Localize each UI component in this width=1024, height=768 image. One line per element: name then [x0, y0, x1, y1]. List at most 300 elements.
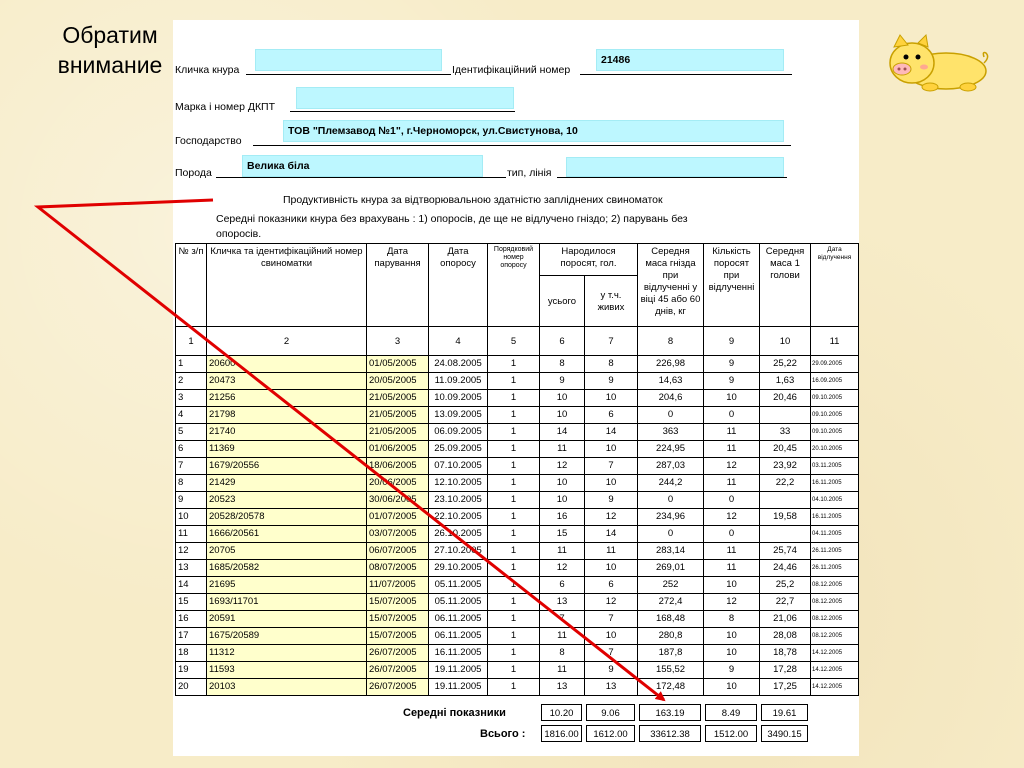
table-cell: 10.09.2005	[429, 390, 488, 407]
table-cell: 15	[176, 594, 207, 611]
table-cell: 1679/20556	[207, 458, 367, 475]
table-cell: 22.10.2005	[429, 509, 488, 526]
table-cell: 18,78	[760, 645, 811, 662]
table-row	[176, 373, 859, 390]
table-cell: 11593	[207, 662, 367, 679]
table-cell: 11.09.2005	[429, 373, 488, 390]
id-underline	[580, 74, 792, 75]
table-cell: 12	[704, 458, 760, 475]
table-cell: 8	[585, 356, 638, 373]
summary-block	[175, 703, 858, 749]
table-cell: 14	[585, 424, 638, 441]
table-cell: 0	[704, 492, 760, 509]
table-cell: 7	[585, 645, 638, 662]
table-cell: 15/07/2005	[367, 611, 429, 628]
header-litter-mass: Середня маса гнізда при відлученні у віці 45 або 60 днів, кг	[638, 244, 704, 327]
table-cell: 204,6	[638, 390, 704, 407]
table-cell: 12	[540, 458, 585, 475]
table-cell: 1	[488, 373, 540, 390]
table-cell: 20528/20578	[207, 509, 367, 526]
table-cell: 1	[488, 424, 540, 441]
table-cell: 15	[540, 526, 585, 543]
breed-underline	[216, 177, 506, 178]
column-number: 10	[760, 327, 811, 356]
table-cell: 1	[488, 458, 540, 475]
table-cell: 9	[585, 662, 638, 679]
table-cell: 244,2	[638, 475, 704, 492]
note-line1: Обратим	[62, 22, 158, 48]
column-number: 7	[585, 327, 638, 356]
table-cell: 1	[488, 543, 540, 560]
table-cell: 7	[585, 611, 638, 628]
table-cell: 09.10.2005	[811, 424, 859, 441]
type-field[interactable]	[566, 157, 784, 177]
table-cell: 9	[704, 356, 760, 373]
table-cell: 1	[488, 594, 540, 611]
table-cell: 1675/20589	[207, 628, 367, 645]
table-cell: 08.12.2005	[811, 594, 859, 611]
table-cell: 10	[585, 628, 638, 645]
table-cell: 11	[540, 441, 585, 458]
table-cell: 234,96	[638, 509, 704, 526]
table-cell: 10	[704, 577, 760, 594]
table-row	[176, 424, 859, 441]
table-cell: 21/05/2005	[367, 424, 429, 441]
table-cell: 19.11.2005	[429, 679, 488, 696]
table-cell: 1	[488, 475, 540, 492]
table-cell: 1	[488, 441, 540, 458]
table-cell	[760, 492, 811, 509]
table-cell: 1	[488, 356, 540, 373]
farm-label: Господарство	[175, 135, 242, 147]
table-cell: 20,46	[760, 390, 811, 407]
table-cell: 25.09.2005	[429, 441, 488, 458]
table-cell	[760, 407, 811, 424]
table-cell: 20591	[207, 611, 367, 628]
table-cell: 07.10.2005	[429, 458, 488, 475]
summary-value: 1816.00	[541, 725, 582, 742]
table-cell: 18/06/2005	[367, 458, 429, 475]
header-born-piglets: Народилося поросят, гол.	[540, 244, 638, 276]
table-cell: 24.08.2005	[429, 356, 488, 373]
table-cell: 20.10.2005	[811, 441, 859, 458]
table-cell: 01/07/2005	[367, 509, 429, 526]
table-cell: 0	[638, 407, 704, 424]
table-cell: 25,22	[760, 356, 811, 373]
table-cell: 7	[585, 458, 638, 475]
boar-label: Кличка кнура	[175, 64, 240, 76]
table-cell: 8	[176, 475, 207, 492]
table-cell: 11	[704, 560, 760, 577]
table-cell: 7	[540, 611, 585, 628]
table-cell: 11	[704, 441, 760, 458]
table-cell: 28,08	[760, 628, 811, 645]
header-mating-date: Дата парування	[367, 244, 429, 327]
type-label: тип, лінія	[507, 167, 552, 179]
table-row	[176, 543, 859, 560]
table-cell: 14	[176, 577, 207, 594]
table-cell: 17,28	[760, 662, 811, 679]
brand-label: Марка і номер ДКПТ	[175, 101, 276, 113]
table-cell: 13	[540, 679, 585, 696]
table-cell: 1666/20561	[207, 526, 367, 543]
table-row	[176, 492, 859, 509]
table-cell: 172,48	[638, 679, 704, 696]
table-row	[176, 645, 859, 662]
table-row	[176, 509, 859, 526]
table-cell: 21695	[207, 577, 367, 594]
table-cell: 22,7	[760, 594, 811, 611]
table-cell: 8	[540, 356, 585, 373]
table-cell: 168,48	[638, 611, 704, 628]
table-cell: 10	[585, 475, 638, 492]
table-row	[176, 611, 859, 628]
table-cell: 16	[176, 611, 207, 628]
table-cell: 06.11.2005	[429, 628, 488, 645]
summary-value: 8.49	[705, 704, 757, 721]
table-cell: 21798	[207, 407, 367, 424]
table-cell: 11312	[207, 645, 367, 662]
table-cell: 21740	[207, 424, 367, 441]
table-cell: 12	[704, 594, 760, 611]
table-cell: 0	[638, 526, 704, 543]
table-cell: 1	[488, 390, 540, 407]
table-cell: 8	[704, 611, 760, 628]
table-cell: 11	[704, 424, 760, 441]
table-cell: 11	[176, 526, 207, 543]
table-cell: 04.10.2005	[811, 492, 859, 509]
table-cell: 19.11.2005	[429, 662, 488, 679]
table-cell: 1	[488, 526, 540, 543]
table-cell: 1	[488, 662, 540, 679]
table-cell: 21,06	[760, 611, 811, 628]
table-cell: 224,95	[638, 441, 704, 458]
table-cell: 18	[176, 645, 207, 662]
table-cell: 14	[585, 526, 638, 543]
table-cell: 20/05/2005	[367, 373, 429, 390]
table-cell: 6	[585, 577, 638, 594]
header-avg-mass: Середня маса 1 голови	[760, 244, 811, 327]
table-cell: 27.10.2005	[429, 543, 488, 560]
header-no: № з/п	[176, 244, 207, 327]
table-row	[176, 475, 859, 492]
table-cell: 11	[704, 475, 760, 492]
table-cell	[760, 526, 811, 543]
header-weaning-date: Дата відлучення	[811, 244, 859, 327]
table-cell: 3	[176, 390, 207, 407]
summary-value: 10.20	[541, 704, 582, 721]
sow-productivity-table	[175, 243, 859, 696]
table-cell: 10	[704, 390, 760, 407]
table-cell: 10	[704, 628, 760, 645]
summary-value: 163.19	[639, 704, 701, 721]
table-cell: 1	[488, 407, 540, 424]
table-cell: 20/06/2005	[367, 475, 429, 492]
column-number: 6	[540, 327, 585, 356]
table-cell: 14	[540, 424, 585, 441]
table-cell: 20473	[207, 373, 367, 390]
table-cell: 187,8	[638, 645, 704, 662]
table-cell: 11/07/2005	[367, 577, 429, 594]
table-cell: 1	[176, 356, 207, 373]
table-cell: 14.12.2005	[811, 645, 859, 662]
table-cell: 13	[176, 560, 207, 577]
table-cell: 16.11.2005	[811, 509, 859, 526]
table-cell: 12.10.2005	[429, 475, 488, 492]
table-cell: 03.11.2005	[811, 458, 859, 475]
table-cell: 20103	[207, 679, 367, 696]
table-cell: 1	[488, 679, 540, 696]
table-row	[176, 458, 859, 475]
table-cell: 12	[704, 509, 760, 526]
table-cell: 9	[176, 492, 207, 509]
table-cell: 08.12.2005	[811, 611, 859, 628]
table-cell: 272,4	[638, 594, 704, 611]
table-cell: 26.11.2005	[811, 560, 859, 577]
total-label: Всього :	[480, 728, 526, 740]
table-cell: 29.10.2005	[429, 560, 488, 577]
breed-label: Порода	[175, 167, 212, 179]
report-subtitle-line1: Середні показники кнура без врахувань : 1) опоросів, де ще не відлучено гніздо; 2) парувань без	[216, 213, 688, 225]
breed-field[interactable]: Велика біла	[242, 155, 483, 177]
table-cell: 12	[585, 509, 638, 526]
table-cell: 11	[540, 543, 585, 560]
header-sow-name: Кличка та ідентифікаційний номер свиноматки	[207, 244, 367, 327]
table-cell: 12	[540, 560, 585, 577]
table-cell: 06/07/2005	[367, 543, 429, 560]
table-cell: 1	[488, 560, 540, 577]
table-row	[176, 390, 859, 407]
table-cell: 04.11.2005	[811, 526, 859, 543]
table-cell: 08.12.2005	[811, 577, 859, 594]
column-number: 9	[704, 327, 760, 356]
table-cell: 1	[488, 628, 540, 645]
table-cell: 1	[488, 492, 540, 509]
table-cell: 10	[540, 390, 585, 407]
table-row	[176, 441, 859, 458]
table-row	[176, 526, 859, 543]
boar-field[interactable]	[255, 49, 442, 71]
table-cell: 10	[540, 492, 585, 509]
column-number: 3	[367, 327, 429, 356]
table-row	[176, 356, 859, 373]
table-cell: 0	[704, 407, 760, 424]
report-subtitle-line2: опоросів.	[216, 228, 262, 240]
table-cell: 29.09.2005	[811, 356, 859, 373]
table-cell: 155,52	[638, 662, 704, 679]
table-cell: 12	[176, 543, 207, 560]
table-cell: 283,14	[638, 543, 704, 560]
table-row	[176, 662, 859, 679]
header-alive: у т.ч. живих	[585, 276, 638, 327]
column-number: 2	[207, 327, 367, 356]
table-cell: 33	[760, 424, 811, 441]
table-cell: 22,2	[760, 475, 811, 492]
table-cell: 10	[585, 390, 638, 407]
table-cell: 2	[176, 373, 207, 390]
table-cell: 1	[488, 645, 540, 662]
table-cell: 6	[585, 407, 638, 424]
table-cell: 26.10.2005	[429, 526, 488, 543]
farm-underline	[253, 145, 791, 146]
summary-value: 1612.00	[586, 725, 635, 742]
table-cell: 1	[488, 611, 540, 628]
table-cell: 4	[176, 407, 207, 424]
table-cell: 13.09.2005	[429, 407, 488, 424]
table-cell: 20,45	[760, 441, 811, 458]
table-cell: 20600	[207, 356, 367, 373]
table-cell: 6	[176, 441, 207, 458]
table-cell: 03/07/2005	[367, 526, 429, 543]
table-cell: 05.11.2005	[429, 594, 488, 611]
table-cell: 9	[585, 373, 638, 390]
header-weaned-count: Кількість поросят при відлученні	[704, 244, 760, 327]
table-cell: 21256	[207, 390, 367, 407]
table-cell: 09.10.2005	[811, 390, 859, 407]
brand-field[interactable]	[296, 87, 514, 109]
note-line2: внимание	[57, 52, 163, 78]
table-cell: 01/06/2005	[367, 441, 429, 458]
table-cell: 13	[585, 679, 638, 696]
table-cell: 11369	[207, 441, 367, 458]
summary-value: 9.06	[586, 704, 635, 721]
table-cell: 11	[540, 628, 585, 645]
table-cell: 06.11.2005	[429, 611, 488, 628]
boar-underline	[246, 74, 451, 75]
table-cell: 17,25	[760, 679, 811, 696]
table-cell: 19,58	[760, 509, 811, 526]
table-cell: 08.12.2005	[811, 628, 859, 645]
table-cell: 06.09.2005	[429, 424, 488, 441]
farm-field[interactable]: ТОВ "Племзавод №1", г.Черноморск, ул.Свистунова, 10	[283, 120, 784, 142]
table-cell: 1	[488, 509, 540, 526]
id-label: Ідентифікаційний номер	[452, 64, 571, 76]
brand-underline	[290, 111, 515, 112]
summary-value: 19.61	[761, 704, 808, 721]
table-cell: 08/07/2005	[367, 560, 429, 577]
table-cell: 23,92	[760, 458, 811, 475]
table-cell: 10	[540, 475, 585, 492]
table-cell: 17	[176, 628, 207, 645]
column-number: 8	[638, 327, 704, 356]
table-cell: 9	[704, 373, 760, 390]
table-cell: 15/07/2005	[367, 594, 429, 611]
table-cell: 0	[638, 492, 704, 509]
table-cell: 05.11.2005	[429, 577, 488, 594]
attention-note	[40, 20, 180, 80]
table-cell: 1685/20582	[207, 560, 367, 577]
summary-value: 1512.00	[705, 725, 757, 742]
table-cell: 16.11.2005	[429, 645, 488, 662]
table-cell: 287,03	[638, 458, 704, 475]
table-row	[176, 560, 859, 577]
summary-value: 3490.15	[761, 725, 808, 742]
id-field[interactable]: 21486	[596, 49, 784, 71]
table-cell: 1	[488, 577, 540, 594]
table-cell: 363	[638, 424, 704, 441]
table-cell: 30/06/2005	[367, 492, 429, 509]
column-number: 11	[811, 327, 859, 356]
table-cell: 14.12.2005	[811, 679, 859, 696]
table-cell: 11	[585, 543, 638, 560]
table-cell: 14.12.2005	[811, 662, 859, 679]
table-cell: 269,01	[638, 560, 704, 577]
table-cell: 10	[540, 407, 585, 424]
table-cell: 20705	[207, 543, 367, 560]
table-cell: 26/07/2005	[367, 679, 429, 696]
table-cell: 10	[585, 560, 638, 577]
table-row	[176, 679, 859, 696]
table-cell: 8	[540, 645, 585, 662]
table-cell: 11	[540, 662, 585, 679]
avg-label: Середні показники	[403, 707, 506, 719]
table-cell: 09.10.2005	[811, 407, 859, 424]
table-cell: 21429	[207, 475, 367, 492]
table-cell: 26/07/2005	[367, 645, 429, 662]
column-number: 1	[176, 327, 207, 356]
header-farrowing-order: Порядковий номер опоросу	[488, 244, 540, 327]
table-cell: 19	[176, 662, 207, 679]
table-cell: 10	[704, 645, 760, 662]
summary-value: 33612.38	[639, 725, 701, 742]
table-cell: 24,46	[760, 560, 811, 577]
table-cell: 21/05/2005	[367, 390, 429, 407]
table-cell: 26.11.2005	[811, 543, 859, 560]
table-row	[176, 594, 859, 611]
table-cell: 01/05/2005	[367, 356, 429, 373]
table-cell: 10	[176, 509, 207, 526]
table-cell: 226,98	[638, 356, 704, 373]
header-total: усього	[540, 276, 585, 327]
table-cell: 10	[585, 441, 638, 458]
table-cell: 9	[585, 492, 638, 509]
table-cell: 20	[176, 679, 207, 696]
table-cell: 1693/11701	[207, 594, 367, 611]
header-farrowing-date: Дата опоросу	[429, 244, 488, 327]
table-cell: 11	[704, 543, 760, 560]
table-cell: 16.09.2005	[811, 373, 859, 390]
table-cell: 7	[176, 458, 207, 475]
table-cell: 26/07/2005	[367, 662, 429, 679]
table-cell: 15/07/2005	[367, 628, 429, 645]
column-number-row	[176, 327, 859, 356]
table-cell: 25,2	[760, 577, 811, 594]
table-row	[176, 628, 859, 645]
table-cell: 9	[704, 662, 760, 679]
table-cell: 16.11.2005	[811, 475, 859, 492]
table-cell: 14,63	[638, 373, 704, 390]
column-number: 4	[429, 327, 488, 356]
pig-icon	[884, 33, 990, 93]
table-cell: 23.10.2005	[429, 492, 488, 509]
table-row	[176, 577, 859, 594]
table-cell: 5	[176, 424, 207, 441]
type-underline	[557, 177, 787, 178]
table-cell: 280,8	[638, 628, 704, 645]
table-cell: 12	[585, 594, 638, 611]
table-cell: 13	[540, 594, 585, 611]
table-cell: 21/05/2005	[367, 407, 429, 424]
table-row	[176, 407, 859, 424]
report-title: Продуктивність кнура за відтворювальною здатністю запліднених свиноматок	[283, 194, 663, 206]
table-cell: 9	[540, 373, 585, 390]
table-cell: 252	[638, 577, 704, 594]
column-number: 5	[488, 327, 540, 356]
table-cell: 10	[704, 679, 760, 696]
table-cell: 25,74	[760, 543, 811, 560]
table-cell: 1,63	[760, 373, 811, 390]
table-cell: 16	[540, 509, 585, 526]
